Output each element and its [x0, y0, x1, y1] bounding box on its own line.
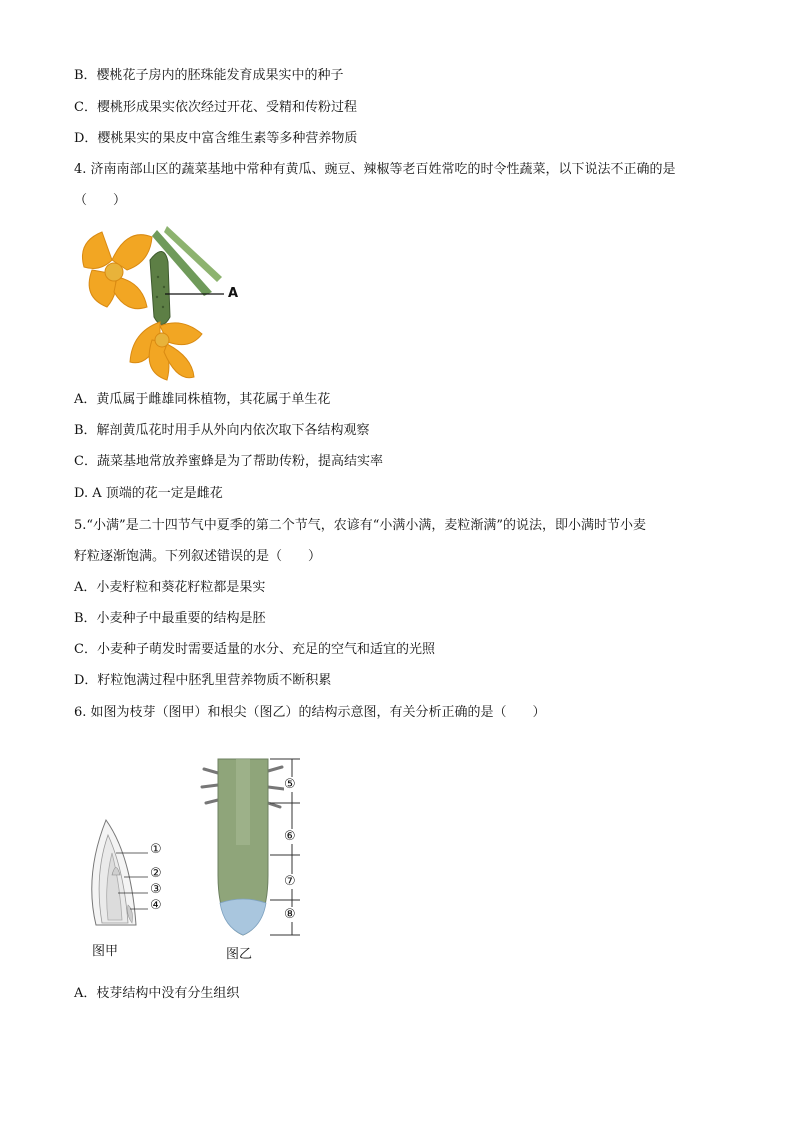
q5-stem-line2: 籽粒逐渐饱满。下列叙述错误的是（ ）	[74, 549, 322, 564]
q6-stem: 6. 如图为枝芽（图甲）和根尖（图乙）的结构示意图，有关分析正确的是（ ）	[74, 705, 546, 720]
fig-yi-caption: 图乙	[226, 947, 253, 962]
jia-label-4: ④	[150, 898, 162, 913]
yi-label-7: ⑦	[284, 874, 296, 889]
q5-option-c: C．小麦种子萌发时需要适量的水分、充足的空气和适宜的光照	[74, 642, 435, 657]
q4-stem-line1: 4. 济南南部山区的蔬菜基地中常种有黄瓜、豌豆、辣椒等老百姓常吃的时令性蔬菜，以下说法不正确的是	[74, 162, 676, 177]
q4-option-d: D. A 顶端的花一定是雌花	[74, 486, 223, 501]
q4-option-b: B．解剖黄瓜花时用手从外向内依次取下各结构观察	[74, 423, 370, 438]
cucumber-flower-figure	[72, 222, 272, 382]
branch-bud-figure	[76, 815, 176, 959]
root-tip-figure	[196, 755, 316, 965]
jia-label-2: ②	[150, 866, 162, 881]
q3-option-c: C．樱桃形成果实依次经过开花、受精和传粉过程	[74, 100, 357, 115]
cucumber-flower-image	[72, 222, 272, 382]
q3-option-d: D．樱桃果实的果皮中富含维生素等多种营养物质	[74, 131, 358, 146]
figure-label-a: A	[228, 286, 239, 301]
root-tip-diagram	[196, 755, 316, 940]
jia-label-1: ①	[150, 842, 162, 857]
q5-option-a: A．小麦籽粒和葵花籽粒都是果实	[74, 580, 266, 595]
q4-stem-line2: （ ）	[74, 193, 127, 208]
q5-stem-line1: 5.“小满”是二十四节气中夏季的第二个节气，农谚有“小满小满，麦粒渐满”的说法，即小满时节小麦	[74, 518, 646, 533]
q6-option-a: A．枝芽结构中没有分生组织	[74, 986, 240, 1001]
yi-label-5: ⑤	[284, 777, 296, 792]
yi-label-8: ⑧	[284, 907, 296, 922]
fig-jia-caption: 图甲	[92, 944, 119, 959]
yi-label-6: ⑥	[284, 829, 296, 844]
q5-option-b: B．小麦种子中最重要的结构是胚	[74, 611, 266, 626]
q4-option-c: C．蔬菜基地常放养蜜蜂是为了帮助传粉，提高结实率	[74, 454, 383, 469]
q5-option-d: D．籽粒饱满过程中胚乳里营养物质不断积累	[74, 673, 332, 688]
q3-option-b: B．樱桃花子房内的胚珠能发育成果实中的种子	[74, 68, 344, 83]
q4-option-a: A．黄瓜属于雌雄同株植物，其花属于单生花	[74, 392, 331, 407]
jia-label-3: ③	[150, 882, 162, 897]
